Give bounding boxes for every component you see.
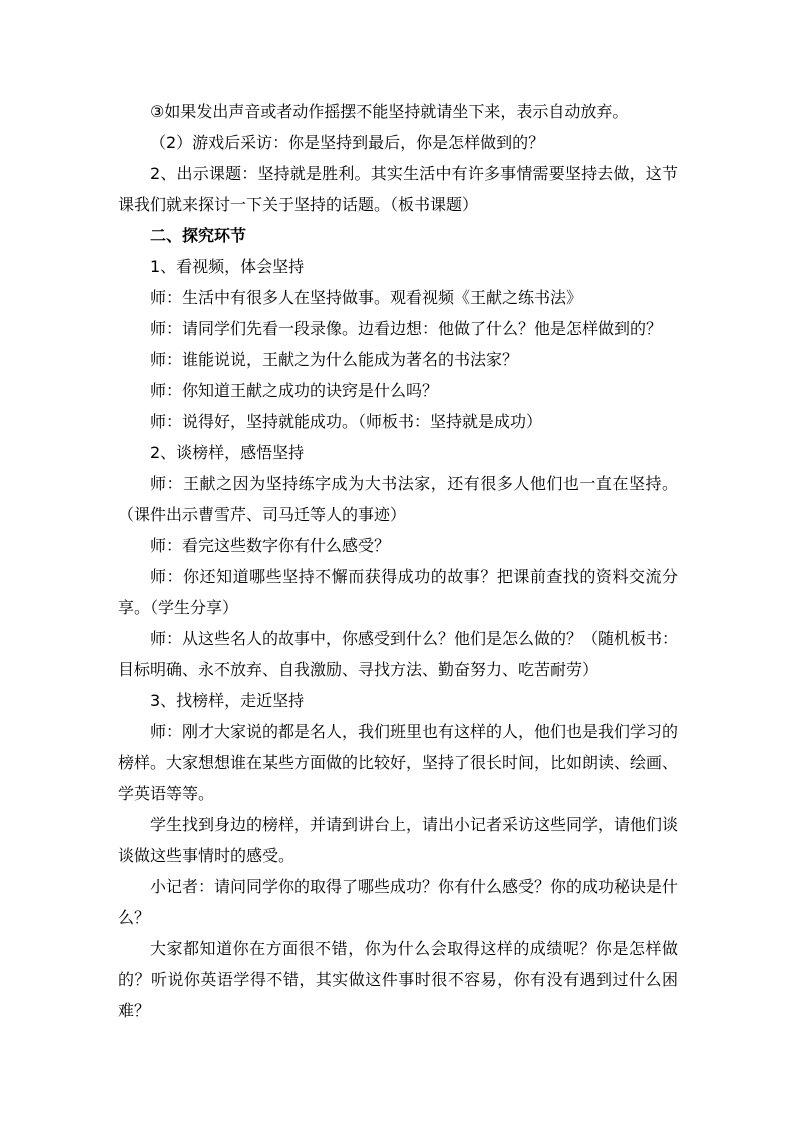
paragraph: 师：你还知道哪些坚持不懈而获得成功的故事？把课前查找的资料交流分享。（学生分享）	[118, 567, 678, 617]
subheading: 3、找榜样，走近坚持	[150, 691, 305, 710]
paragraph: 师：谁能说说，王献之为什么能成为著名的书法家？	[150, 350, 519, 369]
subheading: 1、看视频，体会坚持	[150, 257, 305, 276]
paragraph: （2）游戏后采访：你是坚持到最后，你是怎样做到的？	[150, 133, 545, 152]
paragraph: 学生找到身边的榜样，并请到讲台上，请出小记者采访这些同学，请他们谈谈做这些事情时的感受。	[118, 815, 679, 865]
paragraph: 师：请同学们先看一段录像。边看边想：他做了什么？他是怎样做到的？	[150, 319, 663, 338]
paragraph: ③如果发出声音或者动作摇摆不能坚持就请坐下来，表示自动放弃。	[150, 102, 629, 121]
document-body	[118, 96, 678, 1026]
paragraph: 师：王献之因为坚持练字成为大书法家，还有很多人他们也一直在坚持。（课件出示曹雪芹、司马迁等人的事迹）	[118, 474, 678, 524]
section-heading: 二、探究环节	[150, 226, 247, 245]
paragraph: 2、出示课题：坚持就是胜利。其实生活中有许多事情需要坚持去做，这节课我们就来探讨一下关于坚持的话题。（板书课题）	[118, 164, 678, 214]
paragraph: 师：刚才大家说的都是名人，我们班里也有这样的人，他们也是我们学习的榜样。大家想想谁在某些方面做的比较好，坚持了很长时间，比如朗读、绘画、学英语等等。	[118, 722, 679, 803]
paragraph: 小记者：请问同学你的取得了哪些成功？你有什么感受？你的成功秘诀是什么？	[118, 877, 679, 927]
paragraph: 大家都知道你在方面很不错，你为什么会取得这样的成绩呢？你是怎样做的？听说你英语学得不错，其实做这件事时很不容易，你有没有遇到过什么困难？	[118, 939, 678, 1020]
paragraph: 师：从这些名人的故事中，你感受到什么？他们是怎么做的？（随机板书：目标明确、永不放弃、自我激励、寻找方法、勤奋努力、吃苦耐劳）	[118, 629, 679, 679]
paragraph: 师：说得好，坚持就能成功。（师板书：坚持就是成功）	[150, 412, 543, 431]
paragraph: 师：生活中有很多人在坚持做事。观看视频《王献之练书法》	[150, 288, 583, 307]
subheading: 2、谈榜样，感悟坚持	[150, 443, 305, 462]
paragraph: 师：看完这些数字你有什么感受？	[150, 536, 391, 555]
paragraph: 师：你知道王献之成功的诀窍是什么吗？	[150, 381, 439, 400]
